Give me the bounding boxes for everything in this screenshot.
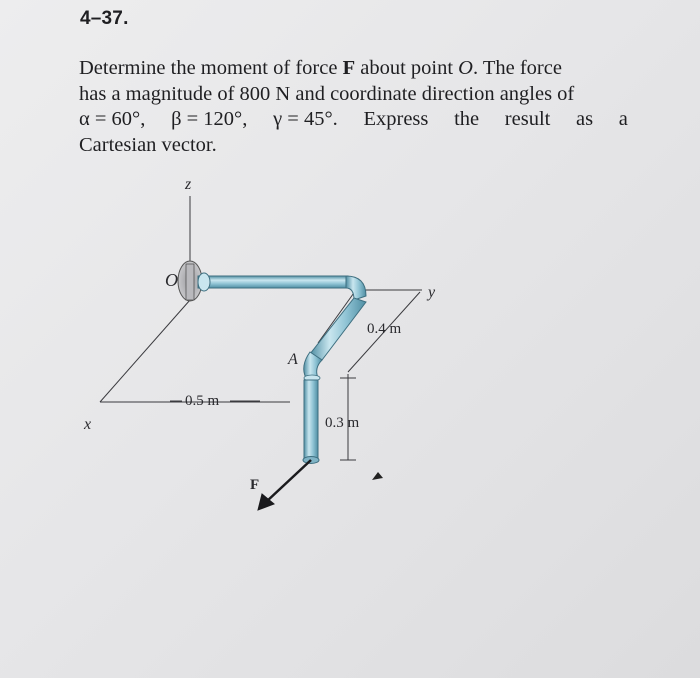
statement-line-3: α = 60°, β = 120°, γ = 45°. Express the result as a bbox=[79, 108, 628, 130]
label-dim-y: 0.4 m bbox=[367, 321, 402, 337]
statement-line-2: has a magnitude of 800 N and coordinate direction angles of bbox=[79, 82, 575, 105]
label-z: z bbox=[185, 176, 192, 193]
label-x: x bbox=[84, 416, 92, 433]
label-o: O bbox=[165, 270, 178, 290]
pipe-segment-diagonal bbox=[310, 298, 366, 360]
label-y: y bbox=[428, 284, 436, 301]
pipe-elbow-top bbox=[346, 276, 366, 300]
force-f-arrow bbox=[258, 460, 311, 510]
pointer-marker bbox=[372, 472, 383, 480]
pipe-segment-vertical bbox=[304, 380, 318, 460]
problem-number: 4–37. bbox=[80, 8, 129, 29]
label-f: F bbox=[250, 477, 260, 493]
x-axis bbox=[100, 300, 190, 402]
label-a: A bbox=[288, 351, 298, 368]
pipe-segment-oy bbox=[198, 276, 348, 288]
statement-line-4: Cartesian vector. bbox=[79, 133, 217, 156]
label-dim-x: 0.5 m bbox=[185, 393, 220, 409]
label-dim-z: 0.3 m bbox=[325, 415, 360, 431]
statement-line-1: Determine the moment of force F about point O. The force bbox=[79, 57, 562, 79]
